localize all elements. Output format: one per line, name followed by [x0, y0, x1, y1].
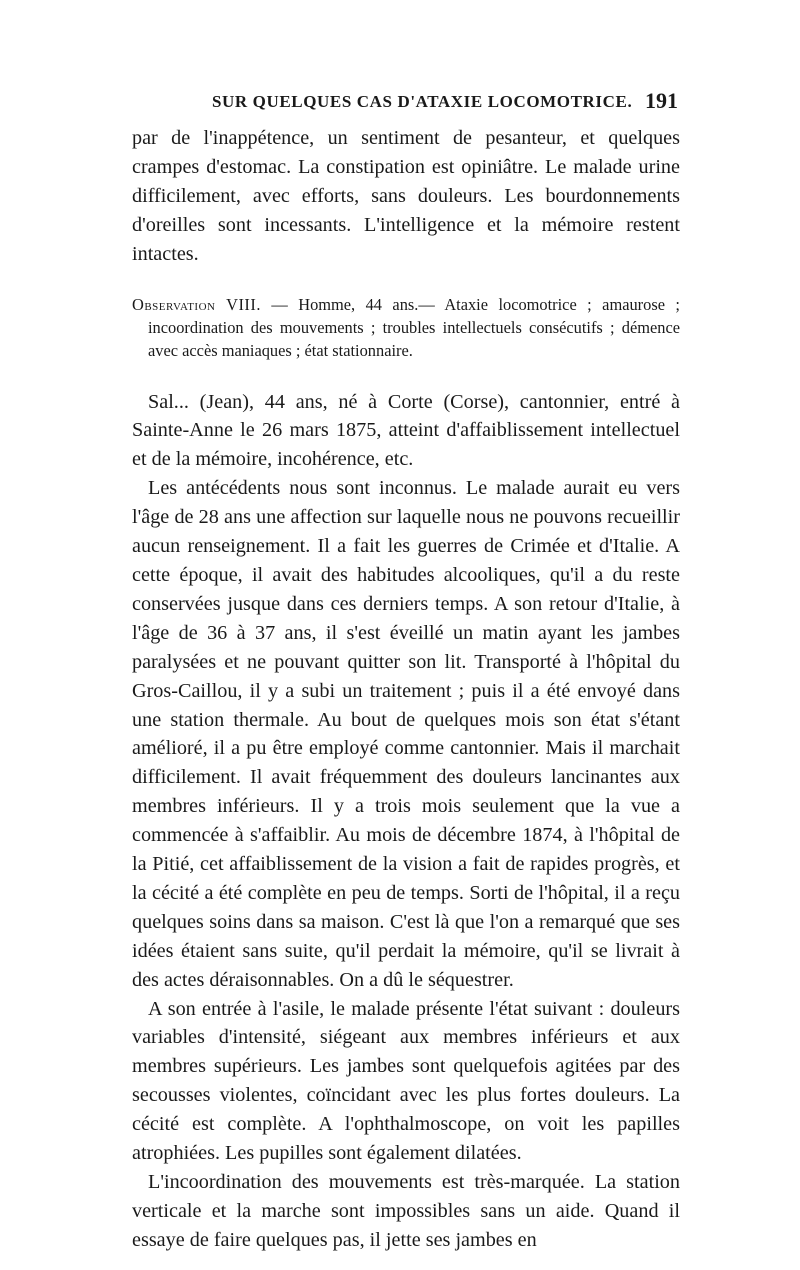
admission-paragraph: A son entrée à l'asile, le malade présente l'état suivant : douleurs variables d'intensité, siégeant aux membres inférieurs et aux membres supérieurs. Les jambes sont quelquefois agitées par des secousses violentes, coïncidant avec les plus fortes douleurs. La cécité est complète. A l'ophthalmoscope, on voit les papilles atrophiées. Les pupilles sont également dilatées. — [132, 997, 680, 1165]
observation-label: Observation VIII. — [132, 294, 261, 314]
continuation-paragraph: par de l'inappétence, un sentiment de pesanteur, et quelques crampes d'estomac. La constipation est opiniâtre. Le malade urine difficilement, avec efforts, sans douleurs. Les bourdonnements d'oreilles sont incessants. L'intelligence et la mémoire restent intactes. — [132, 127, 680, 265]
page-body — [132, 124, 680, 1255]
incoordination-paragraph: L'incoordination des mouvements est très-marquée. La station verticale et la marche sont impossibles sans un aide. Quand il essaye de faire quelques pas, il jette ses jambes en — [132, 1171, 680, 1251]
antecedents-paragraph: Les antécédents nous sont inconnus. Le malade aurait eu vers l'âge de 28 ans une affection sur laquelle nous ne pouvons recueillir aucun renseignement. Il a fait les guerres de Crimée et d'Italie. A cette époque, il avait des habitudes alcooliques, qu'il a du reste conservées jusque dans ces derniers temps. A son retour d'Italie, à l'âge de 36 à 37 ans, il s'est éveillé un matin ayant les jambes paralysées et ne pouvant quitter son lit. Transporté à l'hôpital du Gros-Caillou, il y a subi un traitement ; puis il a été envoyé dans une station thermale. Au bout de quelques mois son état s'étant amélioré, il a pu être employé comme cantonnier. Mais il marchait difficilement. Il avait fréquemment des douleurs lancinantes aux membres inférieurs. Il y a trois mois seulement que la vue a commencée à s'affaiblir. Au mois de décembre 1874, à l'hôpital de la Pitié, cet affaiblissement de la vision a fait de rapides progrès, et la cécité a été complète en peu de temps. Sorti de l'hôpital, il a reçu quelques soins dans sa maison. C'est là que l'on a remarqué que ses idées étaient sans suite, qu'il perdait la mémoire, qu'il se livrait à des actes déraisonnables. On a dû le séquestrer. — [132, 477, 680, 991]
observation-summary: — Homme, 44 ans.— Ataxie locomotrice ; amaurose ; incoordination des mouvements ; troubles intellectuels consécutifs ; démence avec accès maniaques ; état stationnaire. — [148, 294, 680, 360]
running-title: SUR QUELQUES CAS D'ATAXIE LOCOMOTRICE. — [212, 92, 633, 111]
page-number: 191 — [645, 88, 678, 113]
page-header — [132, 88, 680, 118]
case-report — [132, 388, 680, 1255]
observation-heading — [132, 293, 680, 362]
case-intro-paragraph: Sal... (Jean), 44 ans, né à Corte (Corse), cantonnier, entré à Sainte-Anne le 26 mars 1875, atteint d'affaiblissement intellectuel et de la mémoire, incohérence, etc. — [132, 390, 680, 471]
